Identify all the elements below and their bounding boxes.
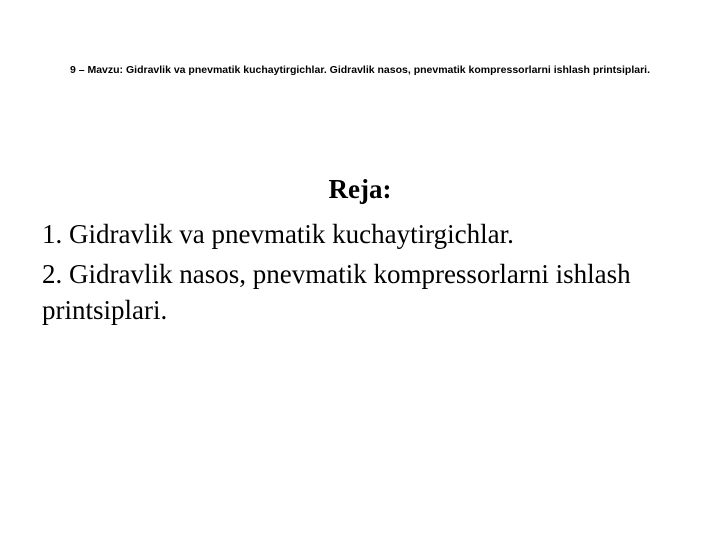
plan-item-1: 1. Gidravlik va pnevmatik kuchaytirgichlar. [42, 219, 514, 249]
plan-list [42, 216, 682, 332]
topic-number: 9 – Mavzu: [69, 64, 124, 76]
slide-title [60, 63, 660, 77]
plan-heading: Reja: [328, 174, 392, 204]
plan-item-2: 2. Gidravlik nasos, pnevmatik kompressorlarni ishlash printsiplari. [42, 259, 631, 325]
topic-title: Gidravlik va pnevmatik kuchaytirgichlar. Gidravlik nasos, pnevmatik kompressorlarni ishlash printsiplari. [125, 64, 651, 76]
